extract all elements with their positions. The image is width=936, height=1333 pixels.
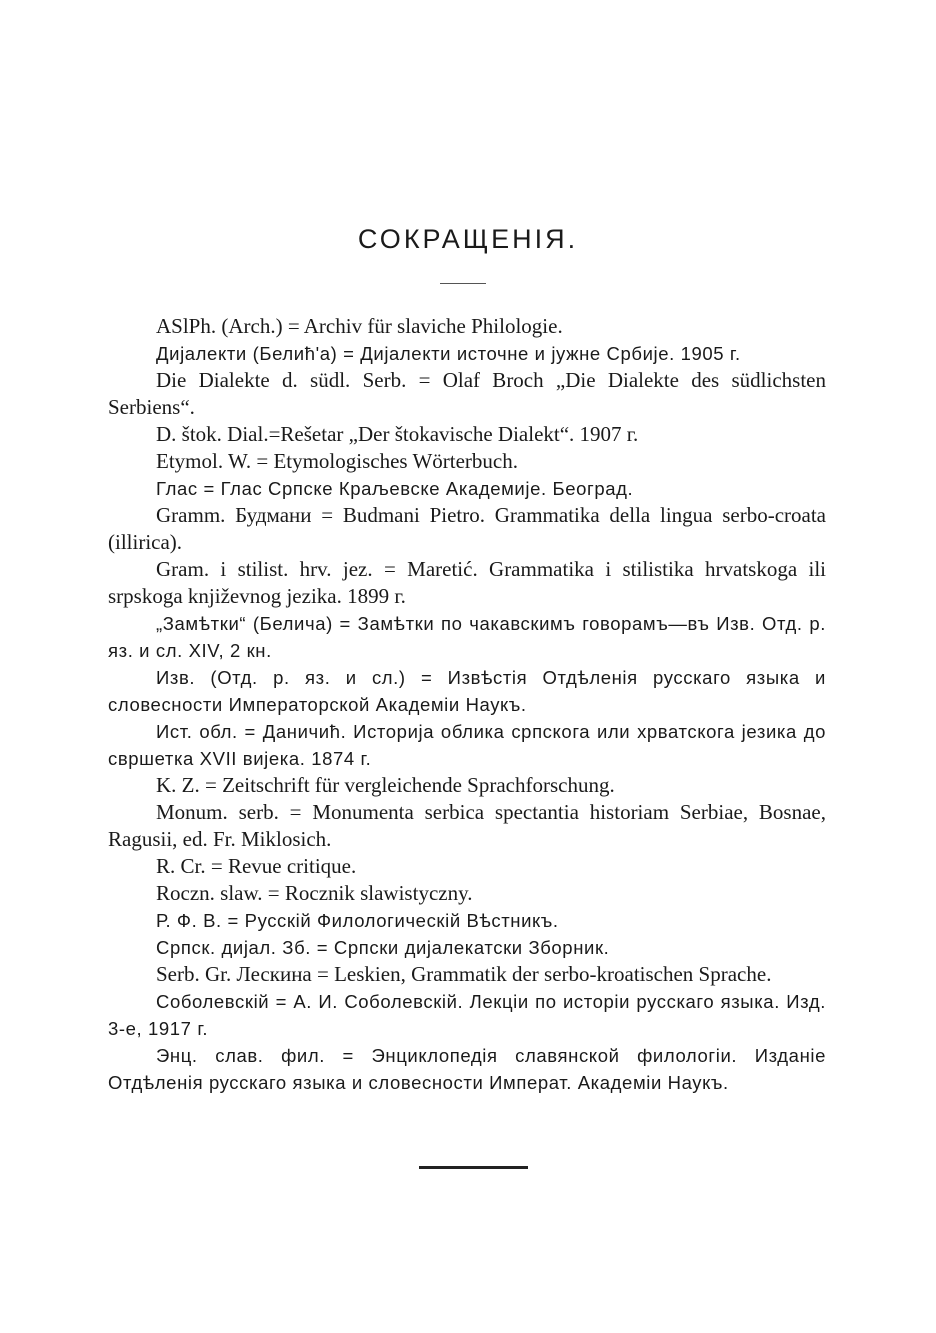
- abbreviation-entry: Глас = Глас Српске Краљевске Академије. Београд.: [156, 478, 634, 499]
- abbreviation-entry: R. Cr. = Revue critique.: [156, 854, 357, 878]
- abbreviation-entry: Энц. слав. фил. = Энциклопедiя славянской филологiи. Изданiе Отдѣленiя русскаго языка и словесности Императ. Академiи Наукъ.: [108, 1045, 826, 1093]
- abbreviation-entry: Roczn. slaw. = Rocznik slawistyczny.: [156, 881, 473, 905]
- abbreviation-entry: Die Dialekte d. südl. Serb. = Olaf Broch „Die Dialekte des südlichsten Serbiens“.: [108, 368, 826, 419]
- abbreviation-entry: Изв. (Отд. р. яз. и сл.) = Извѣстiя Отдѣленiя русскаго языка и словесности Императорской Академiи Наукъ.: [108, 667, 826, 715]
- abbreviation-entry: Serb. Gr. Лескина = Leskien, Grammatik der serbo-kroatischen Sprache.: [156, 962, 772, 986]
- abbreviation-entry: Gramm. Будмани = Budmani Pietro. Grammatika della lingua serbo-croata (illirica).: [108, 503, 826, 554]
- abbreviation-entry: Ист. обл. = Даничић. Историја облика српскога или хрватскога језика до свршетка XVII вијека. 1874 г.: [108, 721, 826, 769]
- page-title: СОКРАЩЕНIЯ.: [357, 224, 579, 254]
- abbreviation-entry: Etymol. W. = Etymologisches Wörterbuch.: [156, 449, 518, 473]
- abbreviation-entry: D. štok. Dial.=Rešetar „Der štokavische Dialekt“. 1907 г.: [156, 422, 639, 446]
- abbreviation-entry: Р. Ф. В. = Русскiй Филологическiй Вѣстникъ.: [156, 910, 559, 931]
- abbreviation-entry: Monum. serb. = Monumenta serbica spectantia historiam Serbiae, Bosnae, Ragusii, ed. Fr. Miklosich.: [108, 800, 826, 851]
- abbreviation-entry: Соболевскiй = А. И. Соболевскiй. Лекцiи по исторiи русскаго языка. Изд. 3-е, 1917 г.: [108, 991, 826, 1039]
- abbreviation-entry: Дијалекти (Белић'а) = Дијалекти источне и јужне Србије. 1905 г.: [156, 343, 741, 364]
- abbreviation-entry: „Замѣтки“ (Белича) = Замѣтки по чакавскимъ говорамъ—въ Изв. Отд. р. яз. и сл. XIV, 2 кн.: [108, 613, 826, 661]
- abbreviation-entry: Српск. дијал. Зб. = Српски дијалекатски Зборник.: [156, 937, 610, 958]
- abbreviation-entry: ASlPh. (Arch.) = Archiv für slaviche Philologie.: [156, 314, 563, 338]
- abbreviation-entry: K. Z. = Zeitschrift für vergleichende Sprachforschung.: [156, 773, 615, 797]
- title-divider: [440, 283, 486, 284]
- end-divider: [419, 1166, 528, 1169]
- abbreviation-entry: Gram. i stilist. hrv. jez. = Maretić. Grammatika i stilistika hrvatskoga ili srpskoga književnog jezika. 1899 г.: [108, 557, 826, 608]
- abbreviation-list: [108, 313, 826, 1096]
